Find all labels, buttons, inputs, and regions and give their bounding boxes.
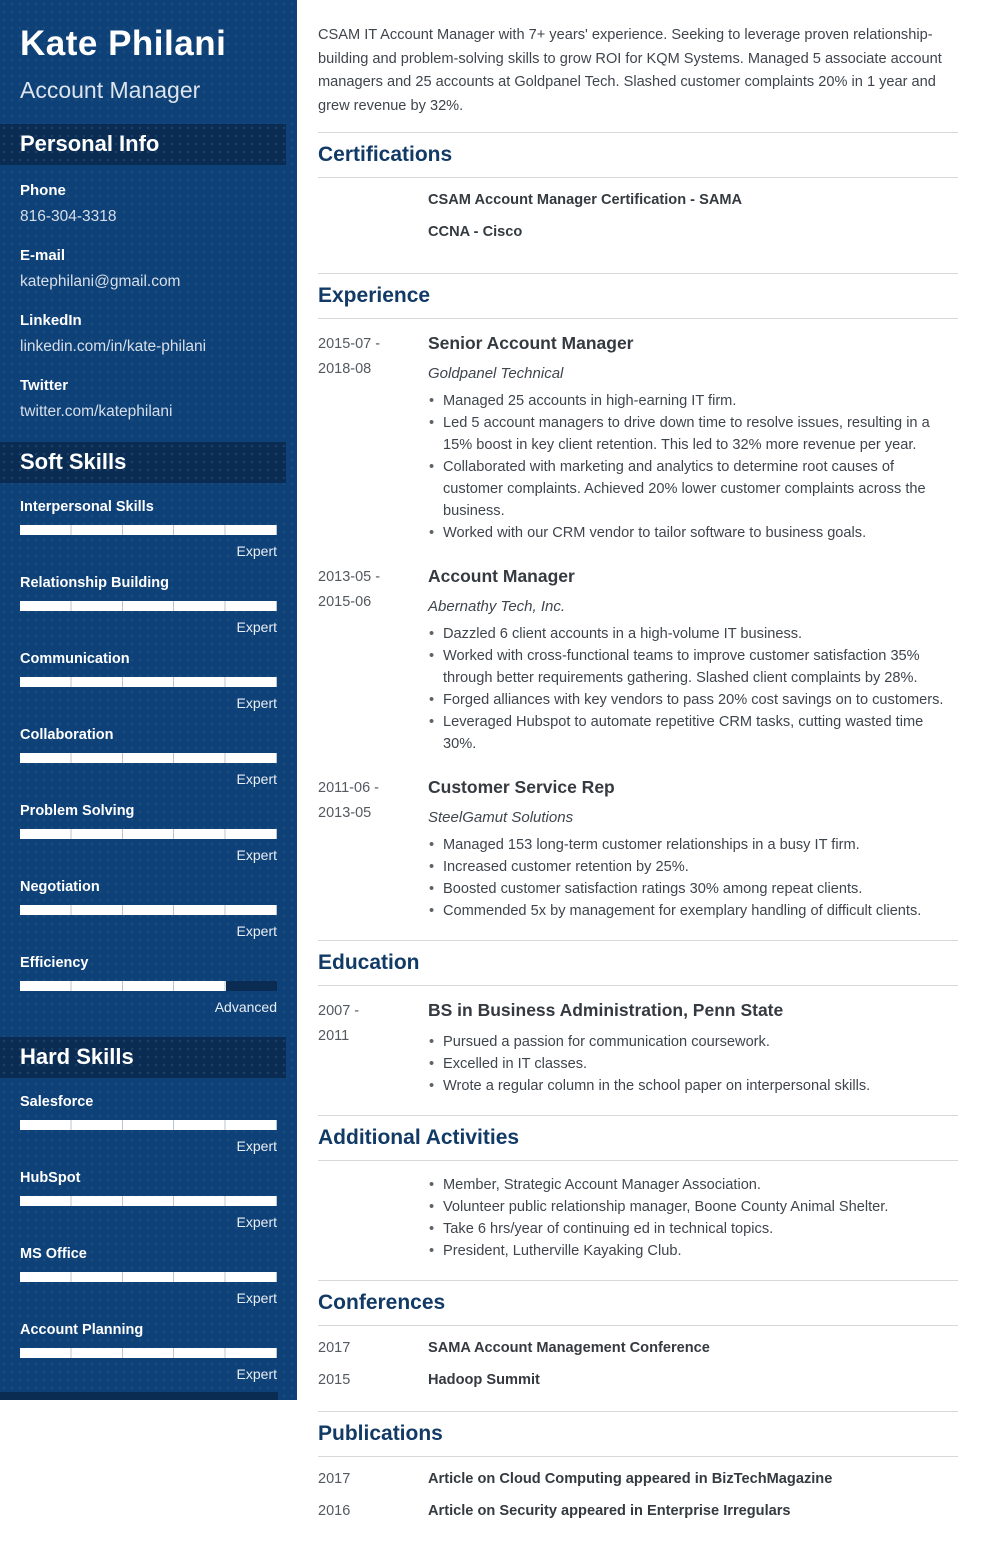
section-title: Certifications bbox=[318, 143, 453, 167]
section-body bbox=[318, 1160, 958, 1280]
bullet: • President, Lutherville Kayaking Club. bbox=[428, 1240, 958, 1262]
bullet: • Excelled in IT classes. bbox=[428, 1053, 958, 1075]
skill-bar-fill bbox=[20, 753, 277, 763]
conference-name: SAMA Account Management Conference bbox=[428, 1340, 710, 1357]
bullet: • Commended 5x by management for exemplary handling of difficult clients. bbox=[428, 900, 958, 922]
bullet: • Worked with cross-functional teams to improve customer satisfaction 35% through better requirements gathering. Slashed client complaints by 28%. bbox=[428, 645, 958, 689]
skill-level-label: Expert bbox=[236, 695, 277, 711]
skill-name: HubSpot bbox=[20, 1170, 81, 1186]
education-entry bbox=[318, 999, 958, 1097]
skill-item bbox=[20, 650, 277, 712]
conference-row bbox=[318, 1371, 958, 1389]
job-bullets bbox=[428, 623, 958, 755]
certification-entry bbox=[318, 191, 958, 255]
sidebar-header bbox=[0, 0, 297, 103]
section-title: Conferences bbox=[318, 1291, 446, 1315]
skill-item bbox=[20, 802, 277, 864]
publication-name: Article on Cloud Computing appeared in BizTechMagazine bbox=[428, 1471, 833, 1488]
date-from: 2013-05 - bbox=[318, 569, 381, 586]
skill-bar-fill bbox=[20, 1196, 277, 1206]
section-body bbox=[318, 177, 958, 273]
skill-level-label: Expert bbox=[236, 771, 277, 787]
skill-bar-fill bbox=[20, 601, 277, 611]
skill-item bbox=[20, 1093, 277, 1155]
skill-name: Relationship Building bbox=[20, 575, 170, 591]
job-company: Goldpanel Technical bbox=[428, 365, 564, 383]
date-from: 2007 - bbox=[318, 1003, 360, 1020]
skill-item bbox=[20, 726, 277, 788]
entry-body bbox=[428, 999, 958, 1097]
skill-level-label: Expert bbox=[236, 1214, 277, 1230]
job-company: Abernathy Tech, Inc. bbox=[428, 598, 566, 616]
soft-skills-header: Soft Skills bbox=[0, 442, 286, 483]
bullet: • Managed 153 long-term customer relationships in a busy IT firm. bbox=[428, 834, 958, 856]
entry-body bbox=[428, 776, 958, 922]
candidate-role: Account Manager bbox=[20, 77, 201, 103]
bullet: • Dazzled 6 client accounts in a high-volume IT business. bbox=[428, 623, 958, 645]
skill-item bbox=[20, 498, 277, 560]
section-body bbox=[318, 318, 958, 940]
skill-name: Collaboration bbox=[20, 727, 114, 743]
bullet: • Take 6 hrs/year of continuing ed in technical topics. bbox=[428, 1218, 958, 1240]
contact-value: katephilani@gmail.com bbox=[20, 273, 181, 290]
contact-value: twitter.com/katephilani bbox=[20, 403, 173, 420]
skill-bar bbox=[20, 981, 277, 991]
job-title: Account Manager bbox=[428, 566, 575, 587]
contact-phone bbox=[20, 182, 277, 226]
entry-dates bbox=[318, 776, 428, 922]
skill-name: Salesforce bbox=[20, 1094, 94, 1110]
date-to: 2013-05 bbox=[318, 805, 372, 822]
certification-item: CCNA - Cisco bbox=[428, 224, 523, 241]
bullet: • Member, Strategic Account Manager Association. bbox=[428, 1174, 958, 1196]
section-title: Additional Activities bbox=[318, 1126, 520, 1150]
contact-linkedin bbox=[20, 312, 277, 356]
bullet: • Wrote a regular column in the school paper on interpersonal skills. bbox=[428, 1075, 958, 1097]
contact-label: Phone bbox=[20, 182, 66, 199]
skill-level-label: Expert bbox=[236, 923, 277, 939]
date-from: 2015-07 - bbox=[318, 336, 381, 353]
skill-bar-fill bbox=[20, 525, 277, 535]
skill-bar-fill bbox=[20, 981, 226, 991]
experience-entry bbox=[318, 332, 958, 544]
section-body bbox=[318, 985, 958, 1115]
date-to: 2018-08 bbox=[318, 361, 372, 378]
skill-bar-fill bbox=[20, 1120, 277, 1130]
bullet: • Volunteer public relationship manager, Boone County Animal Shelter. bbox=[428, 1196, 958, 1218]
conference-year: 2015 bbox=[318, 1372, 351, 1389]
skill-bar bbox=[20, 1120, 277, 1130]
skill-name: Communication bbox=[20, 651, 130, 667]
skill-item bbox=[20, 878, 277, 940]
skill-name: Problem Solving bbox=[20, 803, 135, 819]
certification-item: CSAM Account Manager Certification - SAMA bbox=[428, 192, 743, 209]
degree-title: BS in Business Administration, Penn State bbox=[428, 1000, 784, 1021]
resume-main bbox=[297, 0, 990, 1520]
section-title: Education bbox=[318, 951, 420, 975]
skill-level-label: Expert bbox=[236, 619, 277, 635]
skill-bar bbox=[20, 601, 277, 611]
contact-twitter bbox=[20, 377, 277, 421]
job-bullets bbox=[428, 834, 958, 922]
contact-value: 816-304-3318 bbox=[20, 208, 117, 225]
date-from: 2011-06 - bbox=[318, 780, 379, 797]
entry-dates bbox=[318, 999, 428, 1097]
sidebar-bottom-strip bbox=[0, 1392, 278, 1400]
bullet: • Boosted customer satisfaction ratings 30% among repeat clients. bbox=[428, 878, 958, 900]
soft-skills-list bbox=[0, 483, 297, 1016]
skill-item bbox=[20, 1321, 277, 1383]
skill-bar-fill bbox=[20, 829, 277, 839]
hard-skills-list bbox=[0, 1078, 297, 1383]
skill-bar bbox=[20, 1272, 277, 1282]
section-certifications bbox=[318, 132, 958, 273]
personal-info-header: Personal Info bbox=[0, 124, 286, 165]
entry-dates bbox=[318, 332, 428, 544]
entry-dates bbox=[318, 1174, 428, 1262]
bullet: • Worked with our CRM vendor to tailor software to business goals. bbox=[428, 522, 958, 544]
date-to: 2011 bbox=[318, 1028, 350, 1045]
bullet: • Collaborated with marketing and analytics to determine root causes of customer complaints. Achieved 20% lower customer complaints across the business. bbox=[428, 456, 958, 522]
skill-name: Efficiency bbox=[20, 955, 89, 971]
hard-skills-header: Hard Skills bbox=[0, 1037, 286, 1078]
section-title: Experience bbox=[318, 284, 431, 308]
candidate-name: Kate Philani bbox=[20, 24, 227, 63]
skill-level-label: Expert bbox=[236, 543, 277, 559]
entry-body bbox=[428, 1174, 958, 1262]
conference-name: Hadoop Summit bbox=[428, 1372, 540, 1389]
skill-item bbox=[20, 1169, 277, 1231]
bullet: • Led 5 account managers to drive down time to resolve issues, resulting in a 15% boost in key client retention. This led to 32% more revenue per year. bbox=[428, 412, 958, 456]
section-publications bbox=[318, 1411, 958, 1542]
publication-name: Article on Security appeared in Enterprise Irregulars bbox=[428, 1503, 791, 1520]
resume-sidebar bbox=[0, 0, 297, 1400]
section-education bbox=[318, 940, 958, 1115]
job-bullets bbox=[428, 390, 958, 544]
section-body bbox=[318, 1325, 958, 1411]
skill-item bbox=[20, 574, 277, 636]
skill-bar bbox=[20, 905, 277, 915]
entry-body bbox=[428, 332, 958, 544]
activities-entry bbox=[318, 1174, 958, 1262]
skill-bar bbox=[20, 1196, 277, 1206]
skill-level-label: Advanced bbox=[214, 999, 277, 1015]
experience-entry bbox=[318, 565, 958, 755]
entry-body bbox=[428, 191, 958, 255]
skill-bar-fill bbox=[20, 1272, 277, 1282]
entry-dates bbox=[318, 565, 428, 755]
publication-year: 2017 bbox=[318, 1471, 351, 1488]
contact-label: E-mail bbox=[20, 247, 66, 264]
conference-row bbox=[318, 1339, 958, 1357]
conference-year: 2017 bbox=[318, 1340, 351, 1357]
skill-bar bbox=[20, 1348, 277, 1358]
entry-dates bbox=[318, 191, 428, 255]
contact-value: linkedin.com/in/kate-philani bbox=[20, 338, 207, 355]
bullet: • Increased customer retention by 25%. bbox=[428, 856, 958, 878]
skill-bar bbox=[20, 525, 277, 535]
experience-entry bbox=[318, 776, 958, 922]
publication-row bbox=[318, 1502, 958, 1520]
section-experience bbox=[318, 273, 958, 940]
contact-list bbox=[0, 165, 297, 421]
skill-level-label: Expert bbox=[236, 1290, 277, 1306]
skill-level-label: Expert bbox=[236, 847, 277, 863]
section-conferences bbox=[318, 1280, 958, 1411]
skill-bar-fill bbox=[20, 677, 277, 687]
contact-email bbox=[20, 247, 277, 291]
section-body bbox=[318, 1456, 958, 1542]
skill-name: Interpersonal Skills bbox=[20, 499, 154, 515]
skill-name: Negotiation bbox=[20, 879, 100, 895]
bullet: • Forged alliances with key vendors to pass 20% cost savings on to customers. bbox=[428, 689, 958, 711]
education-bullets bbox=[428, 1031, 958, 1097]
publication-row bbox=[318, 1470, 958, 1488]
section-title: Publications bbox=[318, 1422, 443, 1446]
skill-name: MS Office bbox=[20, 1246, 87, 1262]
skill-bar-fill bbox=[20, 905, 277, 915]
skill-bar bbox=[20, 753, 277, 763]
contact-label: LinkedIn bbox=[20, 312, 82, 329]
job-title: Customer Service Rep bbox=[428, 777, 615, 798]
bullet: • Managed 25 accounts in high-earning IT firm. bbox=[428, 390, 958, 412]
entry-body bbox=[428, 565, 958, 755]
section-additional-activities bbox=[318, 1115, 958, 1280]
skill-bar bbox=[20, 677, 277, 687]
date-to: 2015-06 bbox=[318, 594, 372, 611]
contact-label: Twitter bbox=[20, 377, 69, 394]
skill-item bbox=[20, 954, 277, 1016]
skill-bar-fill bbox=[20, 1348, 277, 1358]
publication-year: 2016 bbox=[318, 1503, 351, 1520]
professional-summary: CSAM IT Account Manager with 7+ years' experience. Seeking to leverage proven relationship-building and problem-solving skills to grow ROI for KQM Systems. Managed 5 associate account managers and 25 accounts at Goldpanel Tech. Slashed customer complaints 20% in 1 year and grew revenue by 32%. bbox=[318, 27, 942, 114]
skill-bar bbox=[20, 829, 277, 839]
skill-name: Account Planning bbox=[20, 1322, 144, 1338]
skill-item bbox=[20, 1245, 277, 1307]
activities-bullets bbox=[428, 1174, 958, 1262]
skill-level-label: Expert bbox=[236, 1366, 277, 1382]
bullet: • Pursued a passion for communication coursework. bbox=[428, 1031, 958, 1053]
bullet: • Leveraged Hubspot to automate repetitive CRM tasks, cutting wasted time 30%. bbox=[428, 711, 958, 755]
job-title: Senior Account Manager bbox=[428, 333, 634, 354]
job-company: SteelGamut Solutions bbox=[428, 809, 574, 827]
skill-level-label: Expert bbox=[236, 1138, 277, 1154]
